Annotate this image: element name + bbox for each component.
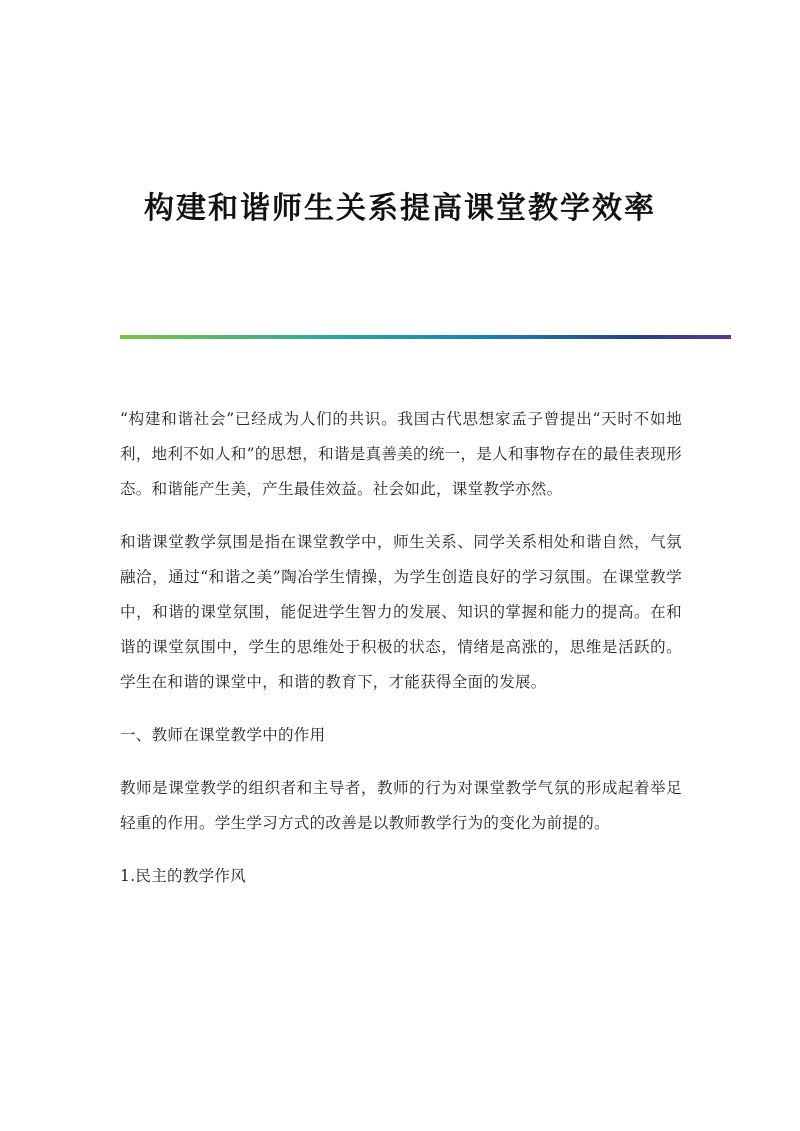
subsection-heading: 1.民主的教学作风: [120, 867, 246, 885]
paragraph-intro: “构建和谐社会”已经成为人们的共识。我国古代思想家孟子曾提出“天时不如地利，地利不如人和”的思想，和谐是真善美的统一，是人和事物存在的最佳表现形态。和谐能产生美，产生最佳效益。社会如此，课堂教学亦然。: [120, 410, 682, 498]
paragraph-teacher-role: 教师是课堂教学的组织者和主导者，教师的行为对课堂教学气氛的形成起着举足轻重的作用。学生学习方式的改善是以教师教学行为的变化为前提的。: [120, 779, 682, 832]
document-body: [120, 402, 682, 912]
paragraph-harmony: 和谐课堂教学氛围是指在课堂教学中，师生关系、同学关系相处和谐自然，气氛融洽，通过“和谐之美”陶冶学生情操，为学生创造良好的学习氛围。在课堂教学中，和谐的课堂氛围，能促进学生智力的发展、知识的掌握和能力的提高。在和谐的课堂氛围中，学生的思维处于积极的状态，情绪是高涨的，思维是活跃的。学生在和谐的课堂中，和谐的教育下，才能获得全面的发展。: [120, 533, 682, 691]
section-heading: 一、教师在课堂教学中的作用: [120, 726, 326, 744]
gradient-divider: [120, 335, 731, 339]
document-title: 构建和谐师生关系提高课堂教学效率: [144, 191, 656, 226]
